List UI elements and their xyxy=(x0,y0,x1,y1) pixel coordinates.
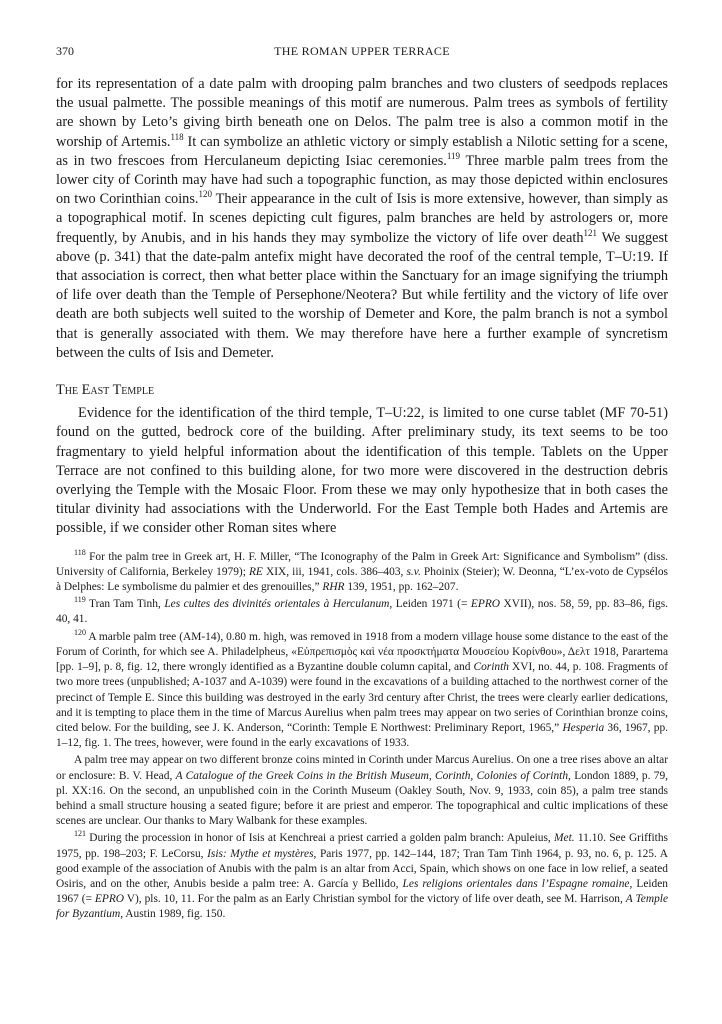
footnote-120: $^{120}$ A marble palm tree (AM-14), 0.80 m. high, was removed in 1918 from a modern village house some distance to the east of the Forum of Corinth, for which see A. Philadelpheus, «Εὐπρεπισμὸς καὶ νέα προσκτήματα Μουσείου Κορίνθου», Δελτ 1918, Parartema [pp. 1–9], p. 8, fig. 12, there wrongly identified as a Byzantine double column capital, and Corinth XVI, no. 44, p. 108. Fragments of two more trees (unpublished; A-1037 and A-1039) were found in the excavations of a building attached to the northwest corner of the precinct of Temple E. Since this building was destroyed in the early 3rd century after Christ, the trees were clearly earlier dedications, and it is tempting to place them in the time of Marcus Aurelius when palm trees may appear on two series of Corinthian bronze coins, cited below. For the building, see J. K. Anderson, “Corinth: Temple E Northwest: Preliminary Report, 1965,” Hesperia 36, 1967, pp. 1–12, fig. 1. The trees, however, were found in the early excavations of 1933. xyxy=(56,627,668,750)
page-number: 370 xyxy=(56,44,74,58)
page-header xyxy=(56,44,668,62)
page xyxy=(56,44,668,925)
body-text xyxy=(56,75,668,539)
footnote-ref-119[interactable]: 119 xyxy=(446,150,461,161)
running-head: THE ROMAN UPPER TERRACE xyxy=(274,44,450,58)
footnote-119: $^{119}$ Tran Tam Tinh, Les cultes des divinités orientales à Herculanum, Leiden 1971 (= EPRO XVII), nos. 58, 59, pp. 83–86, figs. 40, 41. xyxy=(56,595,668,626)
paragraph-1: for its representation of a date palm with drooping palm branches and two clusters of seedpods replaces the usual palmette. The possible meanings of this motif are numerous. Palm trees as symbols of fertility are shown by Leto’s giving birth beneath one on Delos. The palm tree is also a common motif in the worship of Artemis.$^{118}$ It can symbolize an athletic victory or simply establish a Nilotic setting for a scene, as in two frescoes from Herculaneum depicting Isiac ceremonies.$^{119}$ Three marble palm trees from the lower city of Corinth may have had such a topographic function, as may those depicted within enclosures on two Corinthian coins.$^{120}$ Their appearance in the cult of Isis is more extensive, however, than simply as a topographical motif. In scenes depicting cult figures, palm branches are held by astrologers or, more frequently, by Anubis, and in his hands they may symbolize the victory of life over death$^{121}$ We suggest above (p. 341) that the date-palm antefix might have decorated the roof of the central temple, T–U:19. If that association is correct, then what better place within the Sanctuary for an image signifying the triumph of life over death than the Temple of Persephone/Neotera? But while fertility and the victory of life over death are both subjects well suited to the worship of Demeter and Kore, the palm branch is not a symbol that is generally associated with them. We may therefore have here a further example of syncretism between the cults of Isis and Demeter. xyxy=(56,76,669,361)
footnote-ref-118[interactable]: 118 xyxy=(170,131,184,142)
footnote-ref-121[interactable]: 121 xyxy=(583,227,597,238)
footnote-121: $^{121}$ During the procession in honor of Isis at Kenchreai a priest carried a golden palm branch: Apuleius, Met. 11.10. See Griffiths 1975, pp. 198–203; F. LeCorsu, Isis: Mythe et mystères, Paris 1977, pp. 142–144, 187; Tran Tam Tinh 1964, p. 93, no. 6, p. 125. A good example of the association of Anubis with the palm is an altar from Acci, Spain, which shows on one face in low relief, a seated Osiris, and on the other, Anubis beside a palm tree: A. García y Bellido, Les religions orientales dans l’Espagne romaine, Leiden 1967 (= EPRO V), pls. 10, 11. For the palm as an Early Christian symbol for the victory of life over death, see M. Harrison, A Temple for Byzantium, Austin 1989, fig. 150. xyxy=(56,829,669,921)
footnote-120-continued: A palm tree may appear on two different bronze coins minted in Corinth under Marcus Aurelius. On one a tree rises above an altar or enclosure: B. V. Head, A Catalogue of the Greek Coins in the British Museum, Corinth, Colonies of Corinth, London 1889, p. 79, pl. XX:16. On the second, an unpublished coin in the Corinth Museum (Oakley South, Nov. 9, 1933, coin 85), a palm tree stands behind a small structure housing a seated figure; before it are priest and emperor. The topographical and cultic implications of these scenes are unclear. Our thanks to Mary Walbank for these examples. xyxy=(56,754,668,828)
footnote-ref-120[interactable]: 120 xyxy=(198,189,212,200)
section-heading: The East Temple xyxy=(56,382,155,399)
paragraph-2: Evidence for the identification of the third temple, T–U:22, is limited to one curse tablet (MF 70-51) found on the gutted, bedrock core of the building. After preliminary study, its text seems to be too fragmentary to yield helpful information about the identification of this temple. Tablets on the Upper Terrace are not confined to this building alone, for two more were discovered in the destruction debris overlying the Temple with the Mosaic Floor. From these we may only hypothesize that in both cases the titular divinity had associations with the Underworld. For the East Temple both Hades and Artemis are possible, if we consider other Roman sites where xyxy=(56,405,668,537)
footnote-118: $^{118}$ For the palm tree in Greek art, H. F. Miller, “The Iconography of the Palm in Greek Art: Significance and Symbolism” (diss. University of California, Berkeley 1979); RE XIX, iii, 1941, cols. 386–403, s.v. Phoinix (Steier); W. Deonna, “L’ex-voto de Cypsélos à Delphes: Le symbolisme du palmier et des grenouilles,” RHR 139, 1951, pp. 162–207. xyxy=(56,547,668,594)
footnotes xyxy=(56,547,669,923)
